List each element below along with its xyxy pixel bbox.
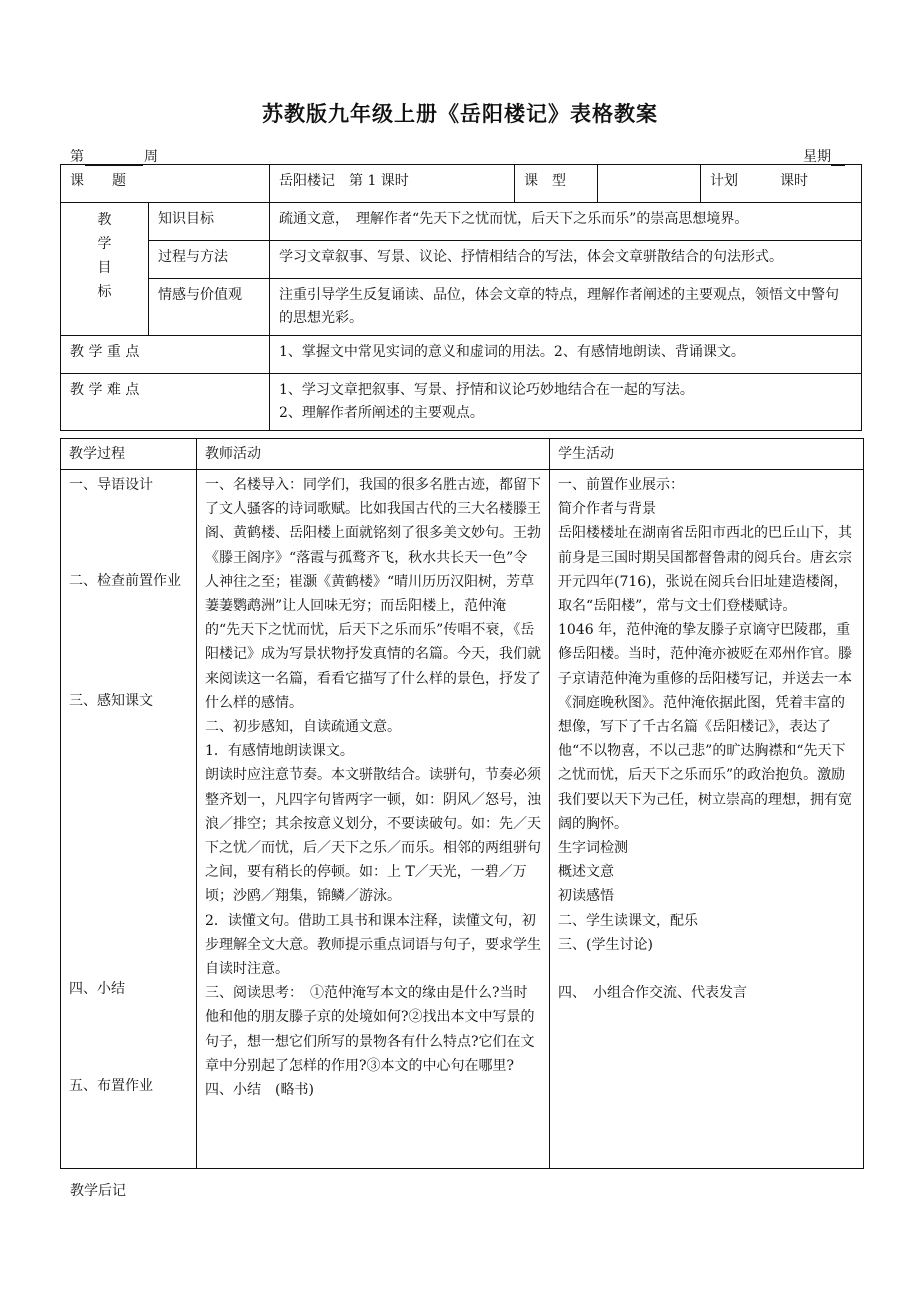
process-value: 学习文章叙事、写景、议论、抒情相结合的写法，体会文章骈散结合的句法形式。 [270, 241, 862, 279]
student-paragraph: 一、前置作业展示： [558, 477, 684, 493]
student-paragraph: 初读感悟 [558, 888, 614, 905]
student-paragraph: 1046 年，范仲淹的挚友滕子京谪守巴陵郡，重修岳阳楼。当时，范仲淹亦被贬在邓州作官。滕子京请范仲淹为重修的岳阳楼写记，并送去一本《洞庭晚秋图》。范仲淹依据此图，凭着丰富的想像，写下了千古名篇《岳阳楼记》，表达了他“不以物喜，不以己悲”的旷达胸襟和“先天下之忧而忧，后天下之乐而乐”的政治抱负。激励我们要以天下为己任，树立崇高的理想，拥有宽阔的胸怀。 [558, 622, 852, 832]
type-label: 课 型 [515, 165, 598, 203]
student-paragraph: 岳阳楼楼址在湖南省岳阳市西北的巴丘山下，其前身是三国时期吴国都督鲁肃的阅兵台。唐玄宗开元四年(716)，张说在阅兵台旧址建造楼阁，取名“岳阳楼”，常与文士们登楼赋诗。 [558, 525, 852, 615]
difficulty-label: 教 学 难 点 [61, 374, 270, 431]
teacher-paragraph: 一、名楼导入：同学们，我国的很多名胜古迹，都留下了文人骚客的诗词歌赋。比如我国古代的三大名楼滕王阁、黄鹤楼、岳阳楼上面就铭刻了很多美文妙句。王勃《滕王阁序》“落霞与孤鹜齐飞，秋水共长天一色”令人神往之至；崔灏《黄鹤楼》“晴川历历汉阳树，芳草萋萋鹦鹉洲”让人回味无穷；而岳阳楼上，范仲淹的“先天下之忧而忧，后天下之乐而乐”传唱不衰，《岳阳楼记》成为写景状物抒发真情的名篇。今天，我们就来阅读这一名篇，看看它描写了什么样的景色，抒发了什么样的感情。 [205, 477, 541, 711]
step-1: 一、导语设计 [69, 477, 153, 493]
type-value [598, 165, 701, 203]
step-3: 三、感知课文 [69, 693, 153, 709]
teacher-activity [197, 470, 550, 1169]
header-teacher: 教师活动 [197, 439, 550, 470]
knowledge-value: 疏通文意， 理解作者“先天下之忧而忧，后天下之乐而乐”的崇高思想境界。 [270, 203, 862, 241]
header-process: 教学过程 [61, 439, 197, 470]
focus-value: 1、掌握文中常见实词的意义和虚词的用法。2、有感情地朗读、背诵课文。 [270, 336, 862, 374]
week-line [70, 146, 158, 166]
weekday-line [803, 146, 845, 166]
weekday-label: 星期 [803, 149, 831, 165]
lesson-info-table [60, 164, 862, 431]
teaching-process-table [60, 438, 864, 1169]
student-activity [550, 470, 864, 1169]
student-paragraph: 二、学生读课文，配乐 [558, 912, 698, 929]
steps-cell [61, 470, 197, 1169]
difficulty-value: 1、学习文章把叙事、写景、抒情和议论巧妙地结合在一起的写法。 2、理解作者所阐述的主要观点。 [270, 374, 862, 431]
step-2: 二、检查前置作业 [69, 573, 181, 589]
student-paragraph: 四、 小组合作交流、代表发言 [558, 985, 747, 1002]
teacher-paragraph: 1．有感情地朗读课文。 [205, 743, 354, 760]
student-paragraph: 简介作者与背景 [558, 501, 656, 518]
student-paragraph: 三、(学生讨论) [558, 936, 653, 953]
teacher-paragraph: 三、阅读思考： ①范仲淹写本文的缘由是什么?当时他和他的朋友滕子京的处境如何?②找出本文中写景的句子，想一想它们所写的景物各有什么特点?它们在文章中分别起了怎样的作用?③本文的中心句在哪里? [205, 985, 535, 1074]
week-prefix: 第 [70, 149, 84, 165]
focus-label: 教 学 重 点 [61, 336, 270, 374]
student-paragraph: 生字词检测 [558, 840, 628, 857]
emotion-value: 注重引导学生反复诵读、品位，体会文章的特点，理解作者阐述的主要观点，领悟文中警句的思想光彩。 [270, 279, 862, 336]
student-paragraph: 概述文意 [558, 864, 614, 881]
goals-label: 教 学 目 标 [61, 203, 149, 336]
page-title: 苏教版九年级上册《岳阳楼记》表格教案 [262, 102, 658, 126]
postscript-label: 教学后记 [70, 1183, 126, 1199]
lesson-value: 岳阳楼记 第 1 课时 [270, 165, 515, 203]
teacher-paragraph: 朗读时应注意节奏。本文骈散结合。读骈句，节奏必须整齐划一，凡四字句皆两字一顿，如：阴风／怒号，浊浪／排空；其余按意义划分，不要读破句。如：先／天下之忧／而忧，后／天下之乐／而乐。相邻的两组骈句之间，要有稍长的停顿。如：上 T／天光，一碧／万顷；沙鸥／翔集，锦鳞／游泳。 [205, 767, 541, 905]
lesson-label: 课 题 [61, 165, 270, 203]
teacher-paragraph: 二、初步感知，自读疏通文意。 [205, 719, 401, 736]
step-5: 五、布置作业 [69, 1078, 153, 1094]
header-student: 学生活动 [550, 439, 864, 470]
week-suffix: 周 [144, 149, 158, 165]
knowledge-label: 知识目标 [149, 203, 270, 241]
emotion-label: 情感与价值观 [149, 279, 270, 336]
teacher-paragraph: 四、小结 (略书) [205, 1082, 314, 1099]
process-label: 过程与方法 [149, 241, 270, 279]
teacher-paragraph: 2．读懂文句。借助工具书和课本注释，读懂文句，初步理解全文大意。教师提示重点词语与句子，要求学生自读时注意。 [205, 912, 541, 978]
plan-label: 计划 课时 [701, 165, 862, 203]
step-4: 四、小结 [69, 981, 125, 997]
